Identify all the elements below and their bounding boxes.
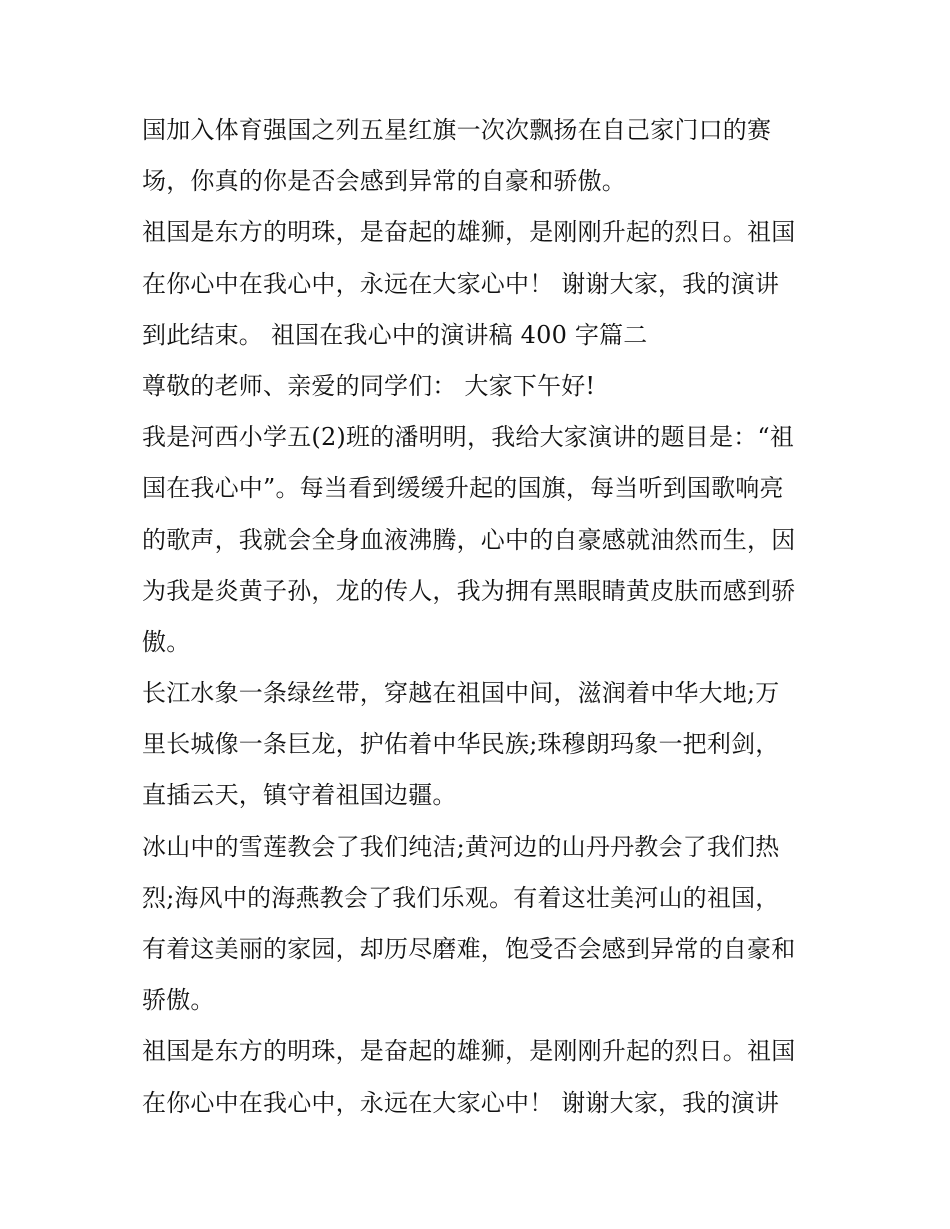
text-line: 场，你真的你是否会感到异常的自豪和骄傲。 [142, 167, 626, 196]
text-line: 长江水象一条绿丝带，穿越在祖国中间，滋润着中华大地;万 [142, 679, 780, 708]
text-line: 傲。 [142, 627, 191, 656]
text-line: 烈;海风中的海燕教会了我们乐观。有着这壮美河山的祖国， [142, 883, 780, 912]
document-body [142, 105, 822, 1129]
text-line: 在你心中在我心中，永远在大家心中！ 谢谢大家，我的演讲 [142, 269, 780, 298]
text-line: 冰山中的雪莲教会了我们纯洁;黄河边的山丹丹教会了我们热 [142, 832, 780, 861]
text-line: 的歌声，我就会全身血液沸腾，心中的自豪感就油然而生，因 [142, 525, 796, 554]
text-line: 为我是炎黄子孙，龙的传人，我为拥有黑眼睛黄皮肤而感到骄 [142, 576, 796, 605]
text-line: 尊敬的老师、亲爱的同学们： 大家下午好! [142, 371, 596, 400]
text-line: 到此结束。 祖国在我心中的演讲稿 400 字篇二 [142, 320, 648, 349]
text-line: 有着这美丽的家园，却历尽磨难，饱受否会感到异常的自豪和 [142, 935, 796, 963]
text-line: 祖国是东方的明珠，是奋起的雄狮，是刚刚升起的烈日。祖国 [142, 1037, 796, 1066]
text-line: 在你心中在我心中，永远在大家心中！ 谢谢大家，我的演讲 [142, 1088, 780, 1117]
text-line: 祖国是东方的明珠，是奋起的雄狮，是刚刚升起的烈日。祖国 [142, 218, 796, 247]
text-line: 直插云天，镇守着祖国边疆。 [142, 781, 457, 810]
text-line: 国加入体育强国之列五星红旗一次次飘扬在自己家门口的赛 [142, 116, 772, 144]
text-line: 骄傲。 [142, 986, 215, 1015]
text-line: 里长城像一条巨龙，护佑着中华民族;珠穆朗玛象一把利剑， [142, 730, 780, 759]
text-line: 国在我心中”。每当看到缓缓升起的国旗，每当听到国歌响亮 [142, 474, 784, 503]
text-line: 我是河西小学五(2)班的潘明明，我给大家演讲的题目是：“祖 [142, 423, 795, 452]
